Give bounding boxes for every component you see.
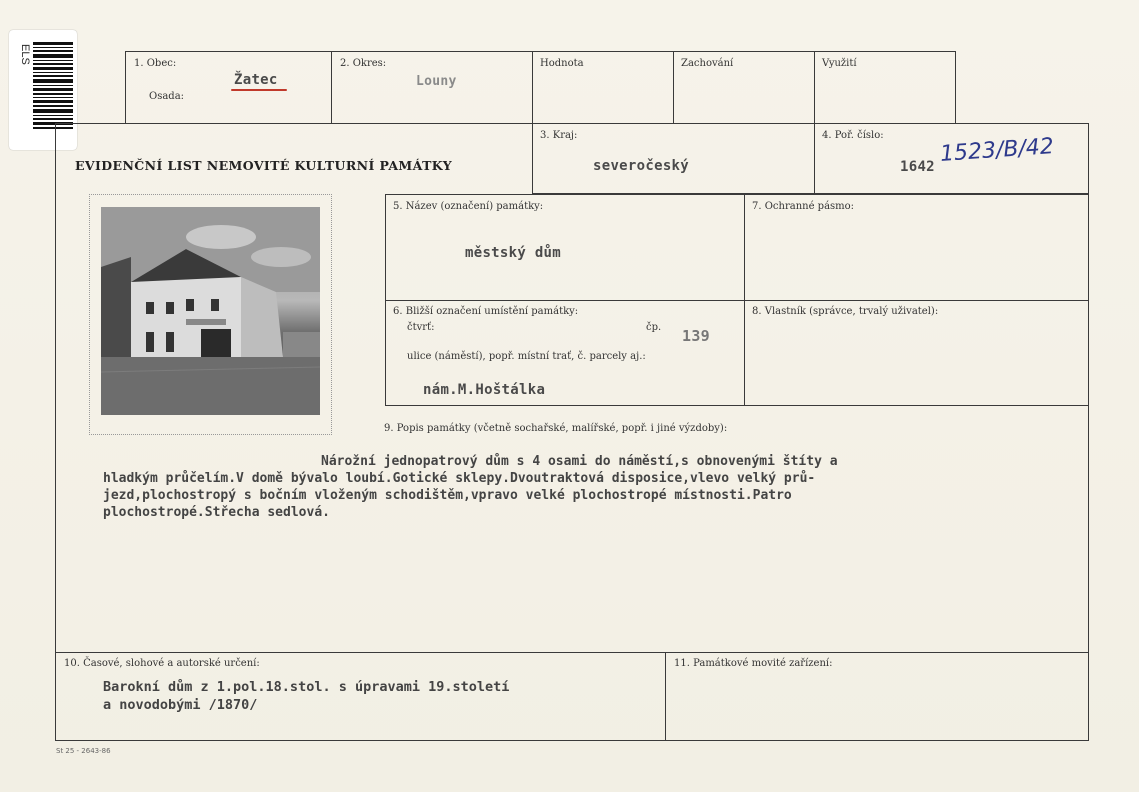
urceni-line: a novodobými /1870/ bbox=[103, 697, 258, 713]
okres-label: 2. Okres: bbox=[340, 58, 387, 69]
umisteni-label: 6. Bližší označení umístění památky: bbox=[393, 306, 579, 317]
urceni-label: 10. Časové, slohové a autorské určení: bbox=[64, 658, 260, 669]
cp-label: čp. bbox=[646, 322, 662, 333]
okres-value: Louny bbox=[416, 74, 457, 89]
por-cislo-label: 4. Poř. číslo: bbox=[822, 130, 884, 141]
popis-line: jezd,plochostropý s bočním vloženým schodištěm,vpravo velké plochostropé místnosti.Patro bbox=[103, 488, 792, 503]
ulice-label: ulice (náměstí), popř. místní trať, č. parcely aj.: bbox=[407, 351, 646, 362]
barcode-text: ELS bbox=[19, 44, 31, 65]
building-photo bbox=[101, 207, 320, 415]
footer-code: St 25 - 2643-86 bbox=[56, 747, 111, 755]
por-cislo-handwritten: 1523/B/42 bbox=[939, 134, 1055, 167]
nazev-value: městský dům bbox=[465, 245, 562, 261]
popis-label: 9. Popis památky (včetně sochařské, malířské, popř. i jiné výzdoby): bbox=[384, 423, 728, 434]
vlastnik-label: 8. Vlastník (správce, trvalý uživatel): bbox=[752, 306, 939, 317]
por-cislo-value: 1642 bbox=[900, 159, 935, 175]
kraj-value: severočeský bbox=[593, 158, 690, 174]
obec-value: Žatec bbox=[234, 72, 278, 88]
building-icon bbox=[101, 207, 320, 415]
form-title: EVIDENČNÍ LIST NEMOVITÉ KULTURNÍ PAMÁTKY bbox=[75, 158, 453, 173]
popis-line: Nárožní jednopatrový dům s 4 osami do náměstí,s obnovenými štíty a bbox=[321, 454, 838, 469]
barcode-icon bbox=[33, 42, 73, 132]
popis-line-2: hladkým průčelím.V domě bývalo loubí.Gotické sklepy.Dvoutraktová disposice,vlevo velký prů- bbox=[103, 471, 816, 486]
kraj-label: 3. Kraj: bbox=[540, 130, 578, 141]
cp-value: 139 bbox=[682, 327, 710, 345]
popis-text bbox=[103, 453, 838, 521]
urceni-line: Barokní dům z 1.pol.18.stol. s úpravami 19.století bbox=[103, 679, 510, 695]
obec-label: 1. Obec: bbox=[134, 58, 177, 69]
zarizeni-label: 11. Památkové movité zařízení: bbox=[674, 658, 833, 669]
nazev-label: 5. Název (označení) památky: bbox=[393, 201, 544, 212]
urceni-text bbox=[103, 678, 509, 714]
vyuziti-label: Využití bbox=[822, 58, 857, 69]
ulice-value: nám.M.Hoštálka bbox=[423, 382, 546, 398]
osada-label: Osada: bbox=[149, 91, 185, 102]
zachovani-label: Zachování bbox=[681, 58, 734, 69]
ctvrt-label: čtvrť: bbox=[407, 322, 435, 333]
popis-line: plochostropé.Střecha sedlová. bbox=[103, 505, 330, 520]
obec-underline bbox=[231, 89, 287, 91]
hodnota-label: Hodnota bbox=[540, 58, 584, 69]
pasmo-label: 7. Ochranné pásmo: bbox=[752, 201, 855, 212]
